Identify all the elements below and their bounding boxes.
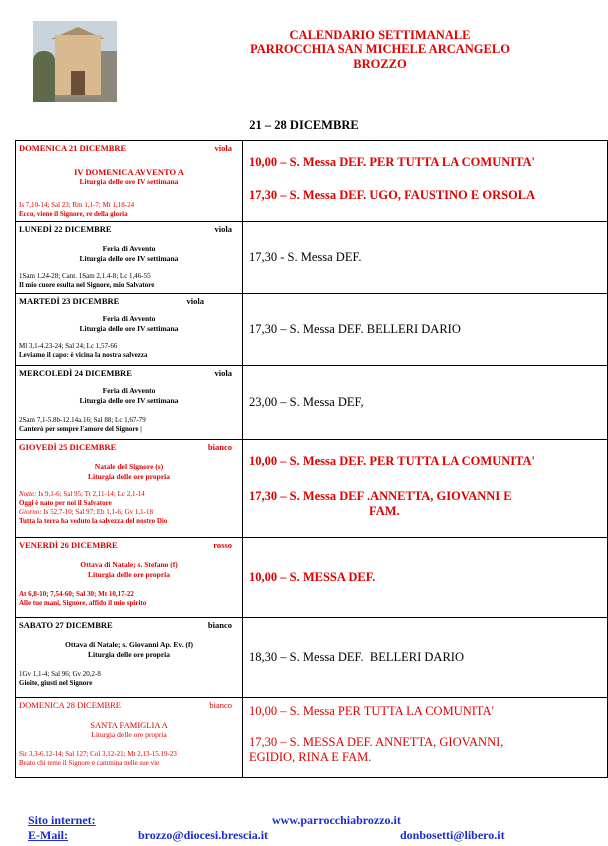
liturgical-color: viola [214, 143, 232, 153]
psalm: Il mio cuore esulta nel Signore, mio Salvatore [19, 281, 155, 289]
mass-entry: 17,30 – S. Messa DEF. UGO, FAUSTINO E ORSOLA [249, 188, 536, 202]
readings: At 6,8-10; 7,54-60; Sal 30; Mt 10,17-22 [19, 590, 134, 598]
day-title: Ottava di Natale; s. Stefano (f) [80, 560, 178, 569]
mass-entry: 17,30 – S. Messa DEF .ANNETTA, GIOVANNI E [249, 489, 512, 503]
liturgical-color: viola [214, 368, 232, 378]
readings: 1Gv 1,1-4; Sal 96; Gv 20,2-8 [19, 670, 101, 678]
email-diocesi[interactable]: brozzo@diocesi.brescia.it [138, 828, 269, 842]
mass-entry: EGIDIO, RINA E FAM. [249, 750, 372, 764]
readings: 2Sam 7,1-5.8b-12.14a.16; Sal 88; Lc 1,67-79 [19, 416, 146, 424]
day-name: LUNEDÌ 22 DICEMBRE [19, 224, 112, 234]
day-name: DOMENICA 28 DICEMBRE [19, 700, 122, 710]
liturgy-hours: Liturgia delle ore IV settimana [79, 396, 179, 405]
liturgy-hours: Liturgia delle ore IV settimana [79, 324, 179, 333]
day-title: IV DOMENICA AVVENTO A [74, 167, 184, 177]
header [0, 0, 608, 110]
liturgy-hours: Liturgia delle ore propria [87, 570, 170, 579]
psalm: Ecco, viene il Signore, re della gloria [19, 210, 128, 218]
readings: Is 7,10-14; Sal 23; Rm 1,1-7; Mt 1,18-24 [19, 201, 135, 209]
day-name: DOMENICA 21 DICEMBRE [19, 143, 127, 153]
mass-entry: FAM. [369, 504, 400, 518]
day-row [16, 538, 608, 618]
day-title: SANTA FAMIGLIA A [90, 720, 168, 730]
liturgical-color: viola [214, 224, 232, 234]
mass-entry: 17,30 – S. MESSA DEF. ANNETTA, GIOVANNI, [249, 735, 504, 749]
psalm: Beato chi teme il Signore e cammina nelle sue vie [19, 759, 160, 767]
readings: 1Sam 1,24-28; Cant. 1Sam 2,1.4-8; Lc 1,46-55 [19, 272, 151, 280]
town-title: BROZZO [353, 57, 407, 71]
day-name: MARTEDÌ 23 DICEMBRE [19, 296, 120, 306]
day-name: SABATO 27 DICEMBRE [19, 620, 113, 630]
day-row [16, 618, 608, 698]
liturgical-color: viola [186, 296, 204, 306]
day-title: Ottava di Natale; s. Giovanni Ap. Ev. (f) [65, 640, 193, 649]
day-row [16, 222, 608, 294]
day-name: VENERDÌ 26 DICEMBRE [19, 540, 118, 550]
mass-entry: 10,00 – S. Messa DEF. PER TUTTA LA COMUNITA' [249, 454, 536, 468]
mass-entry: 10,00 – S. Messa PER TUTTA LA COMUNITA' [249, 704, 494, 718]
calendar-title: CALENDARIO SETTIMANALE [289, 28, 471, 42]
day-name: MERCOLEDÌ 24 DICEMBRE [19, 368, 132, 378]
liturgy-hours: Liturgia delle ore IV settimana [79, 177, 179, 186]
day-row [16, 141, 608, 222]
date-range: 21 – 28 DICEMBRE [249, 118, 359, 132]
liturgy-hours: Liturgia delle ore propria [91, 730, 167, 739]
day-title: Feria di Avvento [102, 244, 156, 253]
day-title: Feria di Avvento [102, 386, 156, 395]
mass-entry: 17,30 - S. Messa DEF. [249, 250, 362, 264]
readings: Sir 3,3-6.12-14; Sal 127; Col 3,12-21; Mt 2,13-15.19-23 [19, 750, 177, 758]
liturgy-hours: Liturgia delle ore propria [87, 472, 170, 481]
parish-title: PARROCCHIA SAN MICHELE ARCANGELO [250, 42, 510, 56]
psalm: Canterò per sempre l'amore del Signore | [19, 425, 142, 433]
mass-entry: 18,30 – S. Messa DEF. BELLERI DARIO [249, 650, 464, 664]
psalm: Oggi è nato per noi il Salvatore [19, 499, 112, 507]
day-title: Natale del Signore (s) [94, 462, 164, 471]
liturgical-color: bianco [207, 442, 232, 452]
liturgical-color: bianco [209, 700, 232, 710]
day-name: GIOVEDÌ 25 DICEMBRE [19, 442, 117, 452]
mass-entry: 10,00 – S. MESSA DEF. [249, 570, 376, 584]
mass-entry: 23,00 – S. Messa DEF, [249, 395, 364, 409]
site-url[interactable]: www.parrocchiabrozzo.it [272, 813, 401, 827]
readings: Ml 3,1-4.23-24; Sal 24; Lc 1,57-66 [19, 342, 118, 350]
day-row [16, 698, 608, 778]
calendar-table [15, 140, 608, 778]
church-photo [33, 21, 117, 102]
liturgical-color: bianco [207, 620, 232, 630]
day-row [16, 294, 608, 366]
email-label: E-Mail: [28, 828, 68, 842]
day-row [16, 440, 608, 538]
site-label: Sito internet: [28, 813, 96, 827]
psalm: Tutta la terra ha veduto la salvezza del nostro Dio [19, 517, 168, 525]
psalm: Alle tue mani, Signore, affido il mio spirito [19, 599, 147, 607]
readings-day: Giorno: Is 52,7-10; Sal 97; Eb 1,1-6; Gv 1,1-18 [19, 508, 153, 516]
liturgy-hours: Liturgia delle ore propria [87, 650, 170, 659]
liturgy-hours: Liturgia delle ore IV settimana [79, 254, 179, 263]
day-row [16, 366, 608, 440]
psalm: Leviamo il capo: è vicina la nostra salvezza [19, 351, 148, 359]
mass-entry: 17,30 – S. Messa DEF. BELLERI DARIO [249, 322, 461, 336]
day-title: Feria di Avvento [102, 314, 156, 323]
liturgical-color: rosso [213, 540, 232, 550]
mass-entry: 10,00 – S. Messa DEF. PER TUTTA LA COMUNITA' [249, 155, 536, 169]
readings-night: Notte: Is 9,1-6; Sal 95; Tt 2,11-14; Lc 2,1-14 [19, 490, 145, 498]
psalm: Gioite, giusti nel Signore [19, 679, 93, 687]
email-libero[interactable]: donbosetti@libero.it [400, 828, 505, 842]
